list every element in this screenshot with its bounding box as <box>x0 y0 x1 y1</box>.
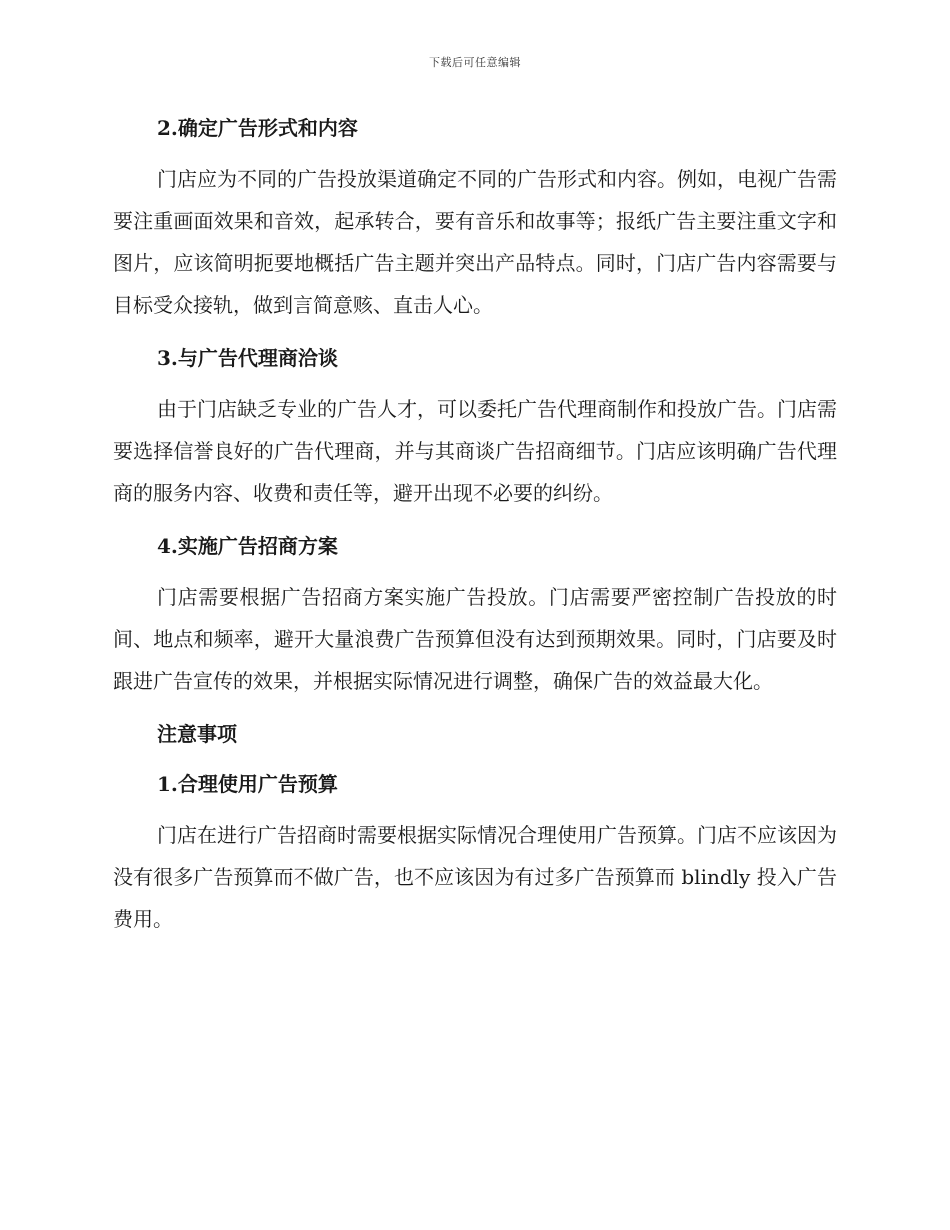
section-paragraph-2: 门店应为不同的广告投放渠道确定不同的广告形式和内容。例如，电视广告需要注重画面效果和音效，起承转合，要有音乐和故事等；报纸广告主要注重文字和图片，应该简明扼要地概括广告主题并突出产品特点。同时，门店广告内容需要与目标受众接轨，做到言简意赅、直击人心。 <box>113 167 837 317</box>
section-heading-2: 2.确定广告形式和内容 <box>157 116 358 140</box>
notes-subheading-1: 1.合理使用广告预算 <box>157 772 338 796</box>
section-paragraph-4: 门店需要根据广告招商方案实施广告投放。门店需要严密控制广告投放的时间、地点和频率，避开大量浪费广告预算但没有达到预期效果。同时，门店要及时跟进广告宣传的效果，并根据实际情况进行调整，确保广告的效益最大化。 <box>113 585 837 693</box>
section-heading-4: 4.实施广告招商方案 <box>157 534 338 558</box>
section-paragraph-3: 由于门店缺乏专业的广告人才，可以委托广告代理商制作和投放广告。门店需要选择信誉良好的广告代理商，并与其商谈广告招商细节。门店应该明确广告代理商的服务内容、收费和责任等，避开出现不必要的纠纷。 <box>113 397 837 505</box>
notes-paragraph-1: 门店在进行广告招商时需要根据实际情况合理使用广告预算。门店不应该因为没有很多广告预算而不做广告，也不应该因为有过多广告预算而 blindly 投入广告费用。 <box>113 823 837 931</box>
section-heading-3: 3.与广告代理商洽谈 <box>157 346 338 370</box>
document-body <box>113 108 837 940</box>
header-note: 下载后可任意编辑 <box>429 56 521 69</box>
notes-heading: 注意事项 <box>157 722 237 746</box>
